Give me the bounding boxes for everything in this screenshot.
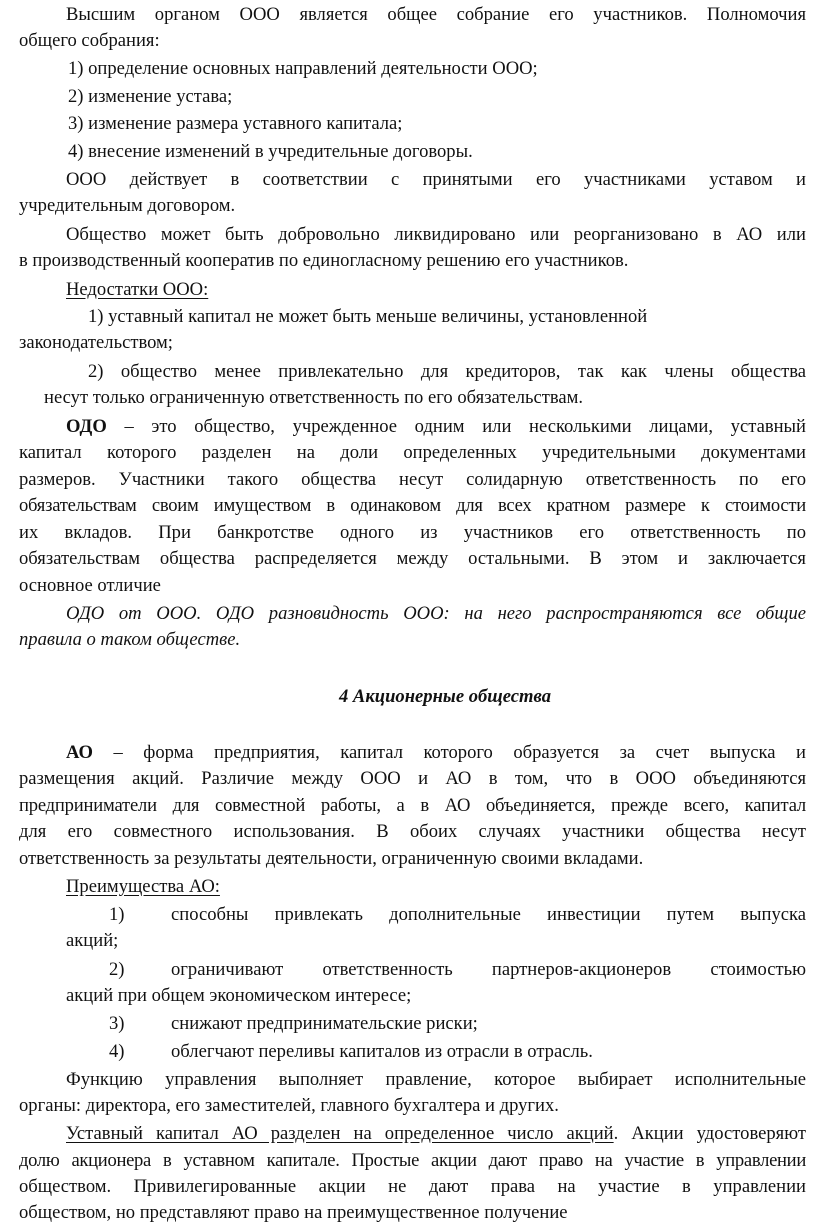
list-item-continuation: акций; <box>66 930 119 951</box>
paragraph-line: Уставный капитал АО разделен на определенное число акций. Акции удостоверяют <box>66 1123 806 1144</box>
paragraph-line: размещения акций. Различие между ООО и АО в том, что в ООО объединяются <box>19 768 806 789</box>
disadvantages-heading: Недостатки ООО: <box>66 279 209 300</box>
paragraph-line: основное отличие <box>19 575 161 596</box>
paragraph-line: общего собрания: <box>19 30 160 51</box>
list-item-continuation: законодательством; <box>19 332 173 353</box>
list-item: 4) внесение изменений в учредительные договоры. <box>68 141 473 162</box>
list-item: 2) ограничивают ответственность партнеров-акционеров стоимостью <box>19 957 806 983</box>
paragraph-line: предприниматели для совместной работы, а в АО объединяется, прежде всего, капитал <box>19 795 806 816</box>
paragraph-line: учредительным договором. <box>19 195 236 216</box>
paragraph-line: ООО действует в соответствии с принятыми его участниками уставом и <box>66 169 806 190</box>
list-item: 4) облегчают переливы капиталов из отрасли в отрасль. <box>109 1039 816 1065</box>
paragraph-line: капитал которого разделен на доли определенных учредительными документами <box>19 442 806 463</box>
paragraph-line: обязательствам своим имуществом в одинаковом для всех кратном размере к стоимости <box>19 495 806 516</box>
term-ao: АО <box>66 742 93 763</box>
list-item-continuation: несут только ограниченную ответственность по его обязательствам. <box>44 387 584 408</box>
list-item: 3) изменение размера уставного капитала; <box>68 113 403 134</box>
list-item: 1) определение основных направлений деятельности ООО; <box>68 58 538 79</box>
paragraph-line: ответственность за результаты деятельности, ограниченную своими вкладами. <box>19 848 644 869</box>
paragraph-line: размеров. Участники такого общества несут солидарную ответственность по его <box>19 469 806 490</box>
paragraph-line: в производственный кооператив по единогласному решению его участников. <box>19 250 629 271</box>
paragraph-line: обществом, но представляют право на преимущественное получение <box>19 1202 568 1223</box>
list-number: 3) <box>109 1013 125 1034</box>
paragraph-line: для его совместного использования. В обоих случаях участники общества несут <box>19 821 806 842</box>
list-item: 2) общество менее привлекательно для кредиторов, так как члены общества <box>88 361 806 382</box>
paragraph-line: обязательствам общества распределяется между остальными. В этом и заключается <box>19 548 806 569</box>
paragraph-line: Функцию управления выполняет правление, которое выбирает исполнительные <box>66 1069 806 1090</box>
paragraph-line: ОДО – это общество, учрежденное одним или несколькими лицами, уставный <box>66 416 806 437</box>
paragraph-line: их вкладов. При банкротстве одного из участников его ответственность по <box>19 522 806 543</box>
italic-paragraph-line: ОДО от ООО. ОДО разновидность ООО: на него распространяются все общие <box>66 603 806 624</box>
list-item: 3) снижают предпринимательские риски; <box>109 1011 816 1037</box>
paragraph-line: обществом. Привилегированные акции не дают права на участие в управлении <box>19 1176 806 1197</box>
list-number: 4) <box>109 1041 125 1062</box>
list-item: 1) уставный капитал не может быть меньше величины, установленной <box>88 306 648 327</box>
list-item-continuation: акций при общем экономическом интересе; <box>66 985 412 1006</box>
list-number: 2) <box>109 959 125 980</box>
paragraph-line: Высшим органом ООО является общее собрание его участников. Полномочия <box>66 4 806 25</box>
term-odo: ОДО <box>66 416 107 437</box>
underlined-phrase: Уставный капитал АО разделен на определенное число акций <box>66 1123 614 1144</box>
paragraph-line: АО – форма предприятия, капитал которого образуется за счет выпуска и <box>66 742 806 763</box>
list-number: 1) <box>109 904 125 925</box>
paragraph-line: Общество может быть добровольно ликвидировано или реорганизовано в АО или <box>66 224 806 245</box>
paragraph-line: долю акционера в уставном капитале. Простые акции дают право на участие в управлении <box>19 1150 806 1171</box>
italic-paragraph-line: правила о таком обществе. <box>19 629 241 650</box>
advantages-heading: Преимущества АО: <box>66 876 220 897</box>
section-heading: 4 Акционерные общества <box>338 686 551 707</box>
paragraph-line: органы: директора, его заместителей, главного бухгалтера и других. <box>19 1095 559 1116</box>
list-item: 1) способны привлекать дополнительные инвестиции путем выпуска <box>19 902 806 928</box>
list-item: 2) изменение устава; <box>68 86 233 107</box>
